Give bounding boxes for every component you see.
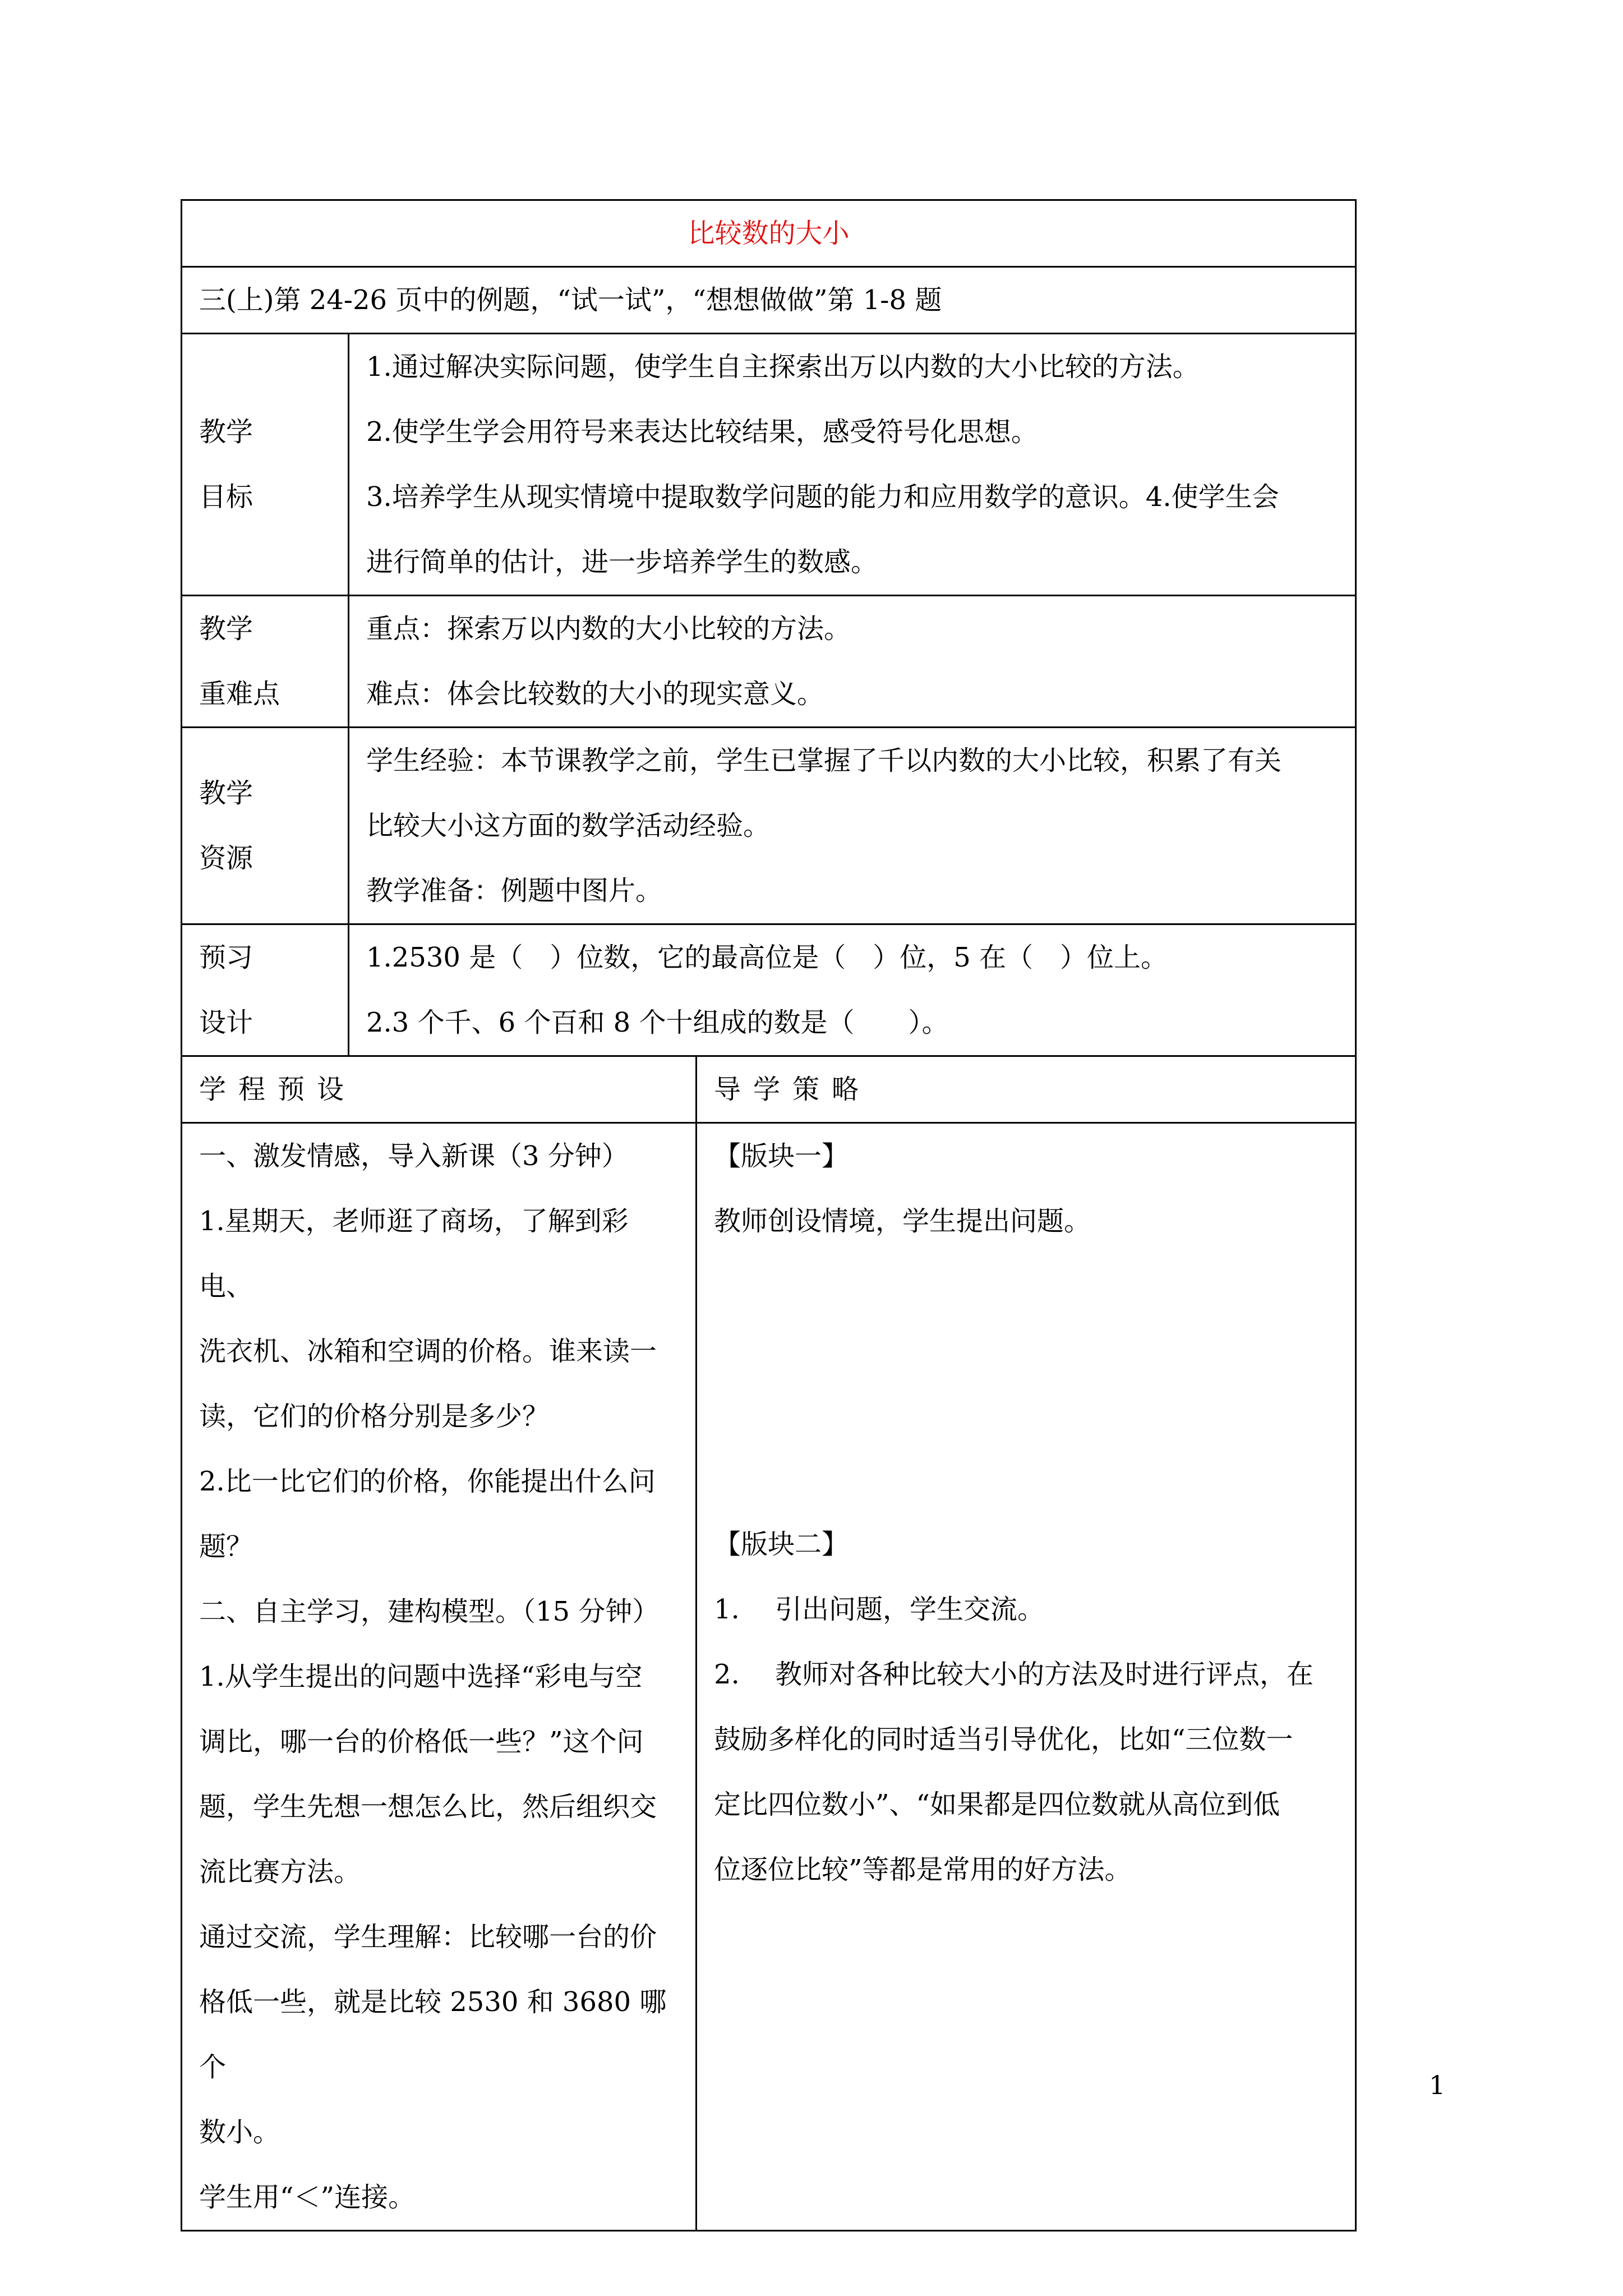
process-line: 通过交流，学生理解：比较哪一台的价: [199, 1921, 657, 1953]
document-title: 比较数的大小: [182, 200, 1356, 267]
strategy-line: 【版块二】: [714, 1529, 849, 1560]
strategy-line: 1. 引出问题，学生交流。: [714, 1594, 1045, 1625]
objective-line: 1.通过解决实际问题，使学生自主探索出万以内数的大小比较的方法。: [366, 351, 1200, 383]
objectives-label-line: 教学: [199, 416, 253, 448]
strategy-line: 【版块一】: [714, 1140, 849, 1172]
page-number: 1: [1429, 2070, 1446, 2100]
spacer: [714, 1447, 1338, 1512]
scope-row: [182, 267, 1356, 334]
strategy-line: 教师创设情境，学生提出问题。: [714, 1205, 1091, 1237]
resource-line: 学生经验：本节课教学之前，学生已掌握了千以内数的大小比较，积累了有关: [366, 745, 1282, 776]
objectives-content: [349, 334, 1356, 596]
resources-content: [349, 728, 1356, 924]
process-line: 读，它们的价格分别是多少？: [199, 1401, 550, 1432]
objectives-label-line: 目标: [199, 481, 253, 513]
key-points-label-line: 教学: [199, 613, 253, 645]
key-point-line: 重点：探索万以内数的大小比较的方法。: [366, 613, 851, 645]
process-right: [697, 1123, 1356, 2231]
strategy-line: 定比四位数小”、“如果都是四位数就从高位到低: [714, 1789, 1280, 1820]
resources-label-line: 资源: [199, 843, 253, 874]
process-line: 数小。: [199, 2116, 280, 2148]
column-header-process: 学程预设: [182, 1056, 697, 1123]
objectives-row: [182, 334, 1356, 596]
resource-line: 比较大小这方面的数学活动经验。: [366, 810, 771, 841]
strategy-line: 位逐位比较”等都是常用的好方法。: [714, 1854, 1132, 1885]
column-header-strategy: 导学策略: [697, 1056, 1356, 1123]
key-points-label-line: 重难点: [199, 678, 280, 710]
resources-label: [182, 728, 349, 924]
title-row: [182, 200, 1356, 267]
key-points-label: [182, 596, 349, 728]
key-points-content: [349, 596, 1356, 728]
spacer: [714, 1383, 1338, 1447]
preview-label: [182, 924, 349, 1056]
resources-row: [182, 728, 1356, 924]
preview-line: 1.2530 是（ ）位数，它的最高位是（ ）位，5 在（ ）位上。: [366, 942, 1168, 973]
preview-label-line: 设计: [199, 1007, 253, 1038]
process-line: 题？: [199, 1531, 253, 1562]
strategy-line: 鼓励多样化的同时适当引导优化，比如“三位数一: [714, 1724, 1293, 1755]
objectives-label: [182, 334, 349, 596]
objective-line: 3.培养学生从现实情境中提取数学问题的能力和应用数学的意识。4.使学生会: [366, 481, 1279, 513]
process-line: 学生用“＜”连接。: [199, 2182, 416, 2213]
preview-line: 2.3 个千、6 个百和 8 个十组成的数是（ ）。: [366, 1007, 949, 1038]
strategy-line: 2. 教师对各种比较大小的方法及时进行评点，在: [714, 1659, 1314, 1690]
process-line: 调比，哪一台的价格低一些？”这个问: [199, 1726, 644, 1757]
preview-content: [349, 924, 1356, 1056]
process-line: 1.从学生提出的问题中选择“彩电与空: [199, 1661, 643, 1692]
preview-row: [182, 924, 1356, 1056]
lesson-plan-table: [181, 199, 1357, 2231]
lesson-scope: 三(上)第 24-26 页中的例题，“试一试”，“想想做做”第 1-8 题: [182, 267, 1356, 334]
process-line: 2.比一比它们的价格，你能提出什么问: [199, 1466, 656, 1497]
spacer: [714, 1254, 1338, 1318]
resource-line: 教学准备：例题中图片。: [366, 875, 663, 907]
key-points-row: [182, 596, 1356, 728]
process-line: 题，学生先想一想怎么比，然后组织交: [199, 1791, 657, 1823]
key-point-line: 难点：体会比较数的大小的现实意义。: [366, 678, 824, 710]
process-line: 1.星期天，老师逛了商场，了解到彩电、: [199, 1205, 629, 1302]
process-line: 格低一些，就是比较 2530 和 3680 哪个: [199, 1986, 667, 2083]
process-left: [182, 1123, 697, 2231]
process-line: 洗衣机、冰箱和空调的价格。谁来读一: [199, 1336, 657, 1367]
preview-label-line: 预习: [199, 942, 253, 973]
objective-line: 进行简单的估计，进一步培养学生的数感。: [366, 546, 878, 578]
spacer: [714, 1318, 1338, 1383]
process-line: 二、自主学习，建构模型。（15 分钟）: [199, 1596, 660, 1627]
process-line: 流比赛方法。: [199, 1856, 361, 1888]
objective-line: 2.使学生学会用符号来表达比较结果，感受符号化思想。: [366, 416, 1038, 448]
column-header-row: [182, 1056, 1356, 1123]
resources-label-line: 教学: [199, 777, 253, 809]
process-line: 一、激发情感，导入新课（3 分钟）: [199, 1140, 629, 1172]
process-row: [182, 1123, 1356, 2231]
